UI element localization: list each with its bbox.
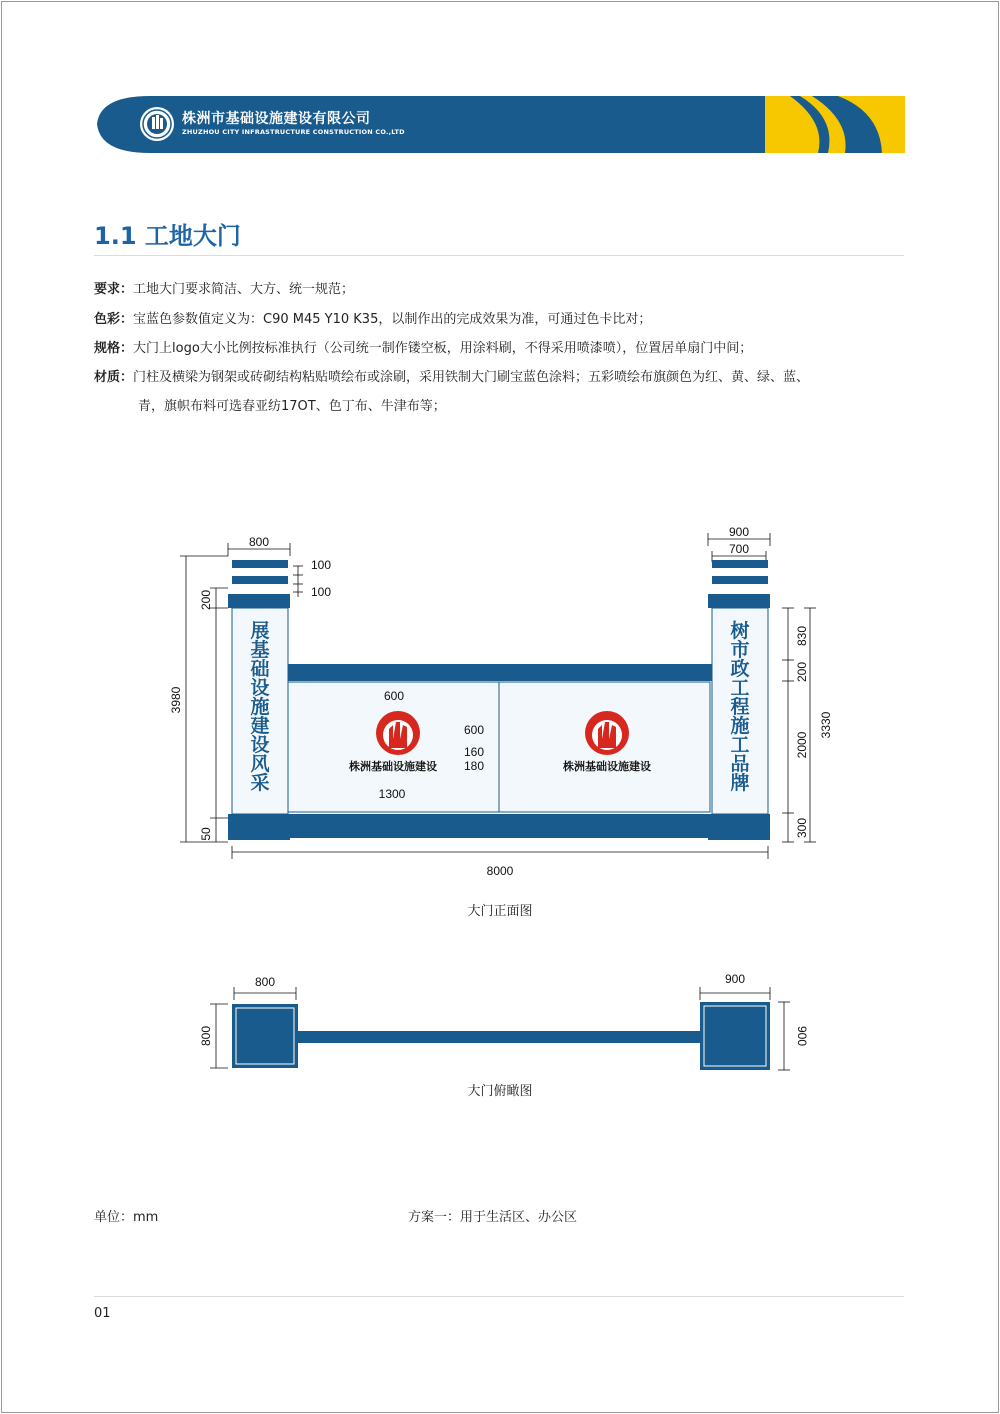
requirement-label: 规格： [94, 341, 134, 356]
dim-label: 900 [728, 525, 750, 539]
dim-label: 600 [464, 723, 485, 737]
section-title: 1.1 工地大门 [94, 222, 241, 250]
plan-note: 方案一：用于生活区、办公区 [408, 1210, 578, 1225]
left-pillar-char: 建 [250, 716, 270, 737]
dim-label: 300 [795, 817, 809, 839]
gate-logo-right [585, 711, 629, 755]
front-view-caption: 大门正面图 [467, 904, 533, 919]
right-pillar-char: 树 [730, 621, 750, 642]
dim-label: 800 [248, 535, 270, 549]
dim-label: 180 [464, 759, 485, 773]
requirement-text: 门柱及横梁为钢架或砖砌结构粘贴喷绘布或涂刷，采用铁制大门刷宝蓝色涂料；五彩喷绘布旗颜色为红、黄、绿、蓝、 [133, 370, 810, 385]
gate-logo-text-left: 株洲基础设施建设 [349, 761, 437, 773]
top-view-caption: 大门俯瞰图 [467, 1084, 533, 1099]
left-pillar-char: 风 [250, 754, 270, 775]
dim-label: 800 [254, 975, 276, 989]
left-pillar-char: 础 [250, 659, 270, 680]
right-pillar-char: 品 [730, 754, 750, 775]
requirement-label: 材质： [94, 370, 134, 385]
right-pillar-char: 工 [730, 678, 750, 699]
dim-label: 50 [199, 827, 213, 841]
dim-label: 160 [464, 745, 485, 759]
dim-label: 100 [311, 558, 332, 572]
dim-label: 800 [199, 1025, 213, 1047]
requirement-text: 大门上logo大小比例按标准执行（公司统一制作镂空板，用涂料刷，不得采用喷漆喷），位置居单扇门中间； [133, 341, 753, 356]
footer-divider [94, 1296, 904, 1297]
requirement-continuation: 青，旗帜布料可选春亚纺17OT、色丁布、牛津布等； [138, 399, 446, 414]
gate-logo-left [376, 711, 420, 755]
left-pillar-char: 基 [250, 640, 270, 661]
gate-top-beam [286, 664, 712, 681]
dim-label: 200 [795, 661, 809, 683]
requirement-text: 工地大门要求简洁、大方、统一规范； [133, 282, 355, 297]
right-pillar-char: 牌 [730, 773, 750, 794]
page-number: 01 [94, 1306, 111, 1321]
dim-label: 900 [795, 1025, 809, 1047]
company-name-en: ZHUZHOU CITY INFRASTRUCTURE CONSTRUCTION CO.,LTD [182, 128, 405, 136]
left-pillar-char: 施 [250, 697, 270, 718]
left-pillar-char: 设 [250, 735, 270, 756]
requirement-text: 宝蓝色参数值定义为：C90 M45 Y10 K35，以制作出的完成效果为准，可通过色卡比对； [133, 312, 652, 327]
dim-label: 900 [724, 972, 746, 986]
requirement-label: 色彩： [94, 312, 134, 327]
unit-note: 单位：mm [94, 1210, 159, 1225]
right-pillar-char: 施 [730, 716, 750, 737]
right-pillar-char: 工 [730, 735, 750, 756]
left-pillar-char: 采 [250, 773, 270, 794]
dim-label: 2000 [795, 731, 809, 759]
gate-base-beam [230, 814, 770, 838]
left-pillar-char: 展 [250, 621, 270, 642]
company-name-cn: 株洲市基础设施建设有限公司 [182, 111, 371, 127]
dim-label: 1300 [378, 787, 406, 801]
dim-label: 3980 [169, 686, 183, 714]
right-pillar-char: 程 [730, 697, 750, 718]
gate-logo-text-right: 株洲基础设施建设 [563, 761, 651, 773]
dim-label: 200 [199, 589, 213, 611]
right-pillar-char: 市 [730, 640, 750, 661]
requirement-label: 要求： [94, 282, 134, 297]
dim-label: 3330 [819, 711, 833, 739]
dim-label: 100 [311, 585, 332, 599]
dim-label: 8000 [486, 864, 514, 878]
left-pillar-char: 设 [250, 678, 270, 699]
dim-label: 600 [383, 689, 405, 703]
dim-label: 830 [795, 625, 809, 647]
dim-label: 700 [728, 542, 750, 556]
right-pillar-char: 政 [730, 659, 750, 680]
